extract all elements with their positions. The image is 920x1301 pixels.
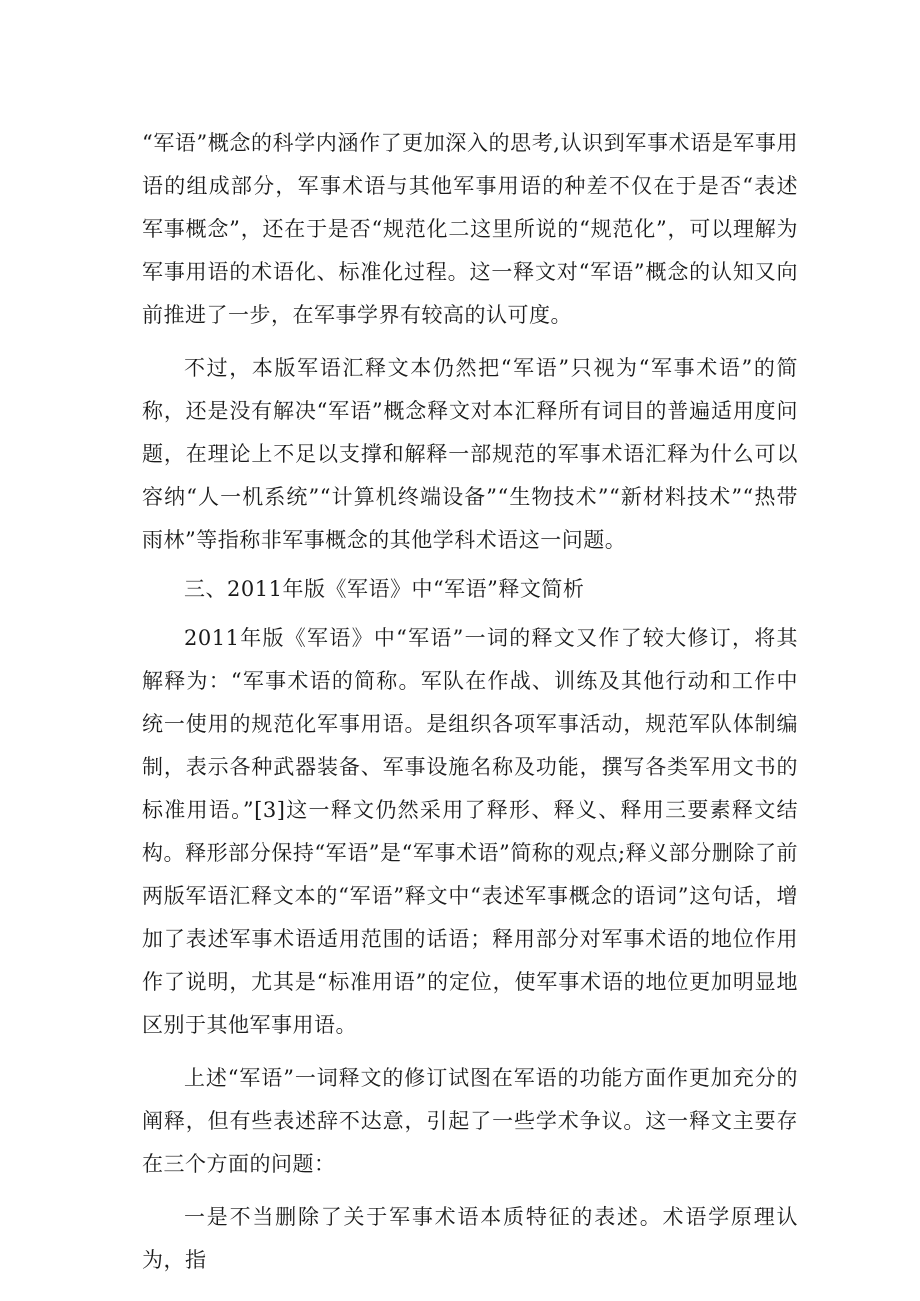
paragraph-continued: “军语”概念的科学内涵作了更加深入的思考,认识到军事术语是军事用语的组成部分，军事术语与其他军事用语的种差不仅在于是否“表述军事概念”，还在于是否“规范化二这里所说的“规范化”，可以理解为军事用语的术语化、标准化过程。这一释文对“军语”概念的认知又向前推进了一步，在军事学界有较高的认可度。 [142,131,798,327]
paragraph-first-issue: 一是不当删除了关于军事术语本质特征的表述。术语学原理认为，指 [142,1205,798,1272]
paragraph-however: 不过，本版军语汇释文本仍然把“军语”只视为“军事术语”的简称，还是没有解决“军语”概念释文对本汇释所有词目的普遍适用度问题，在理论上不足以支撑和解释一部规范的军事术语汇释为什么可以容纳“人一机系统”“计算机终端设备”“生物技术”“新材料技术”“热带雨林”等指称非军事概念的其他学科术语这一问题。 [142,356,798,552]
paragraph-revision-issues: 上述“军语”一词释文的修订试图在军语的功能方面作更加充分的阐释，但有些表述辞不达意，引起了一些学术争议。这一释文主要存在三个方面的问题： [142,1066,798,1176]
section-heading: 三、2011年版《军语》中“军语”释文简析 [184,577,585,601]
document-page [142,122,798,1282]
paragraph-2011-definition: 2011年版《军语》中“军语”一词的释文又作了较大修订，将其解释为：“军事术语的简称。军队在作战、训练及其他行动和工作中统一使用的规范化军事用语。是组织各项军事活动，规范军队体制编制，表示各种武器装备、军事设施名称及功能，撰写各类军用文书的标准用语。”[3]这一释文仍然采用了释形、释义、释用三要素释文结构。释形部分保持“军语”是“军事术语”简称的观点;释义部分删除了前两版军语汇释文本的“军语”释文中“表述军事概念的语词”这句话，增加了表述军事术语适用范围的话语；释用部分对军事术语的地位作用作了说明，尤其是“标准用语”的定位，使军事术语的地位更加明显地区别于其他军事用语。 [142,626,798,1037]
